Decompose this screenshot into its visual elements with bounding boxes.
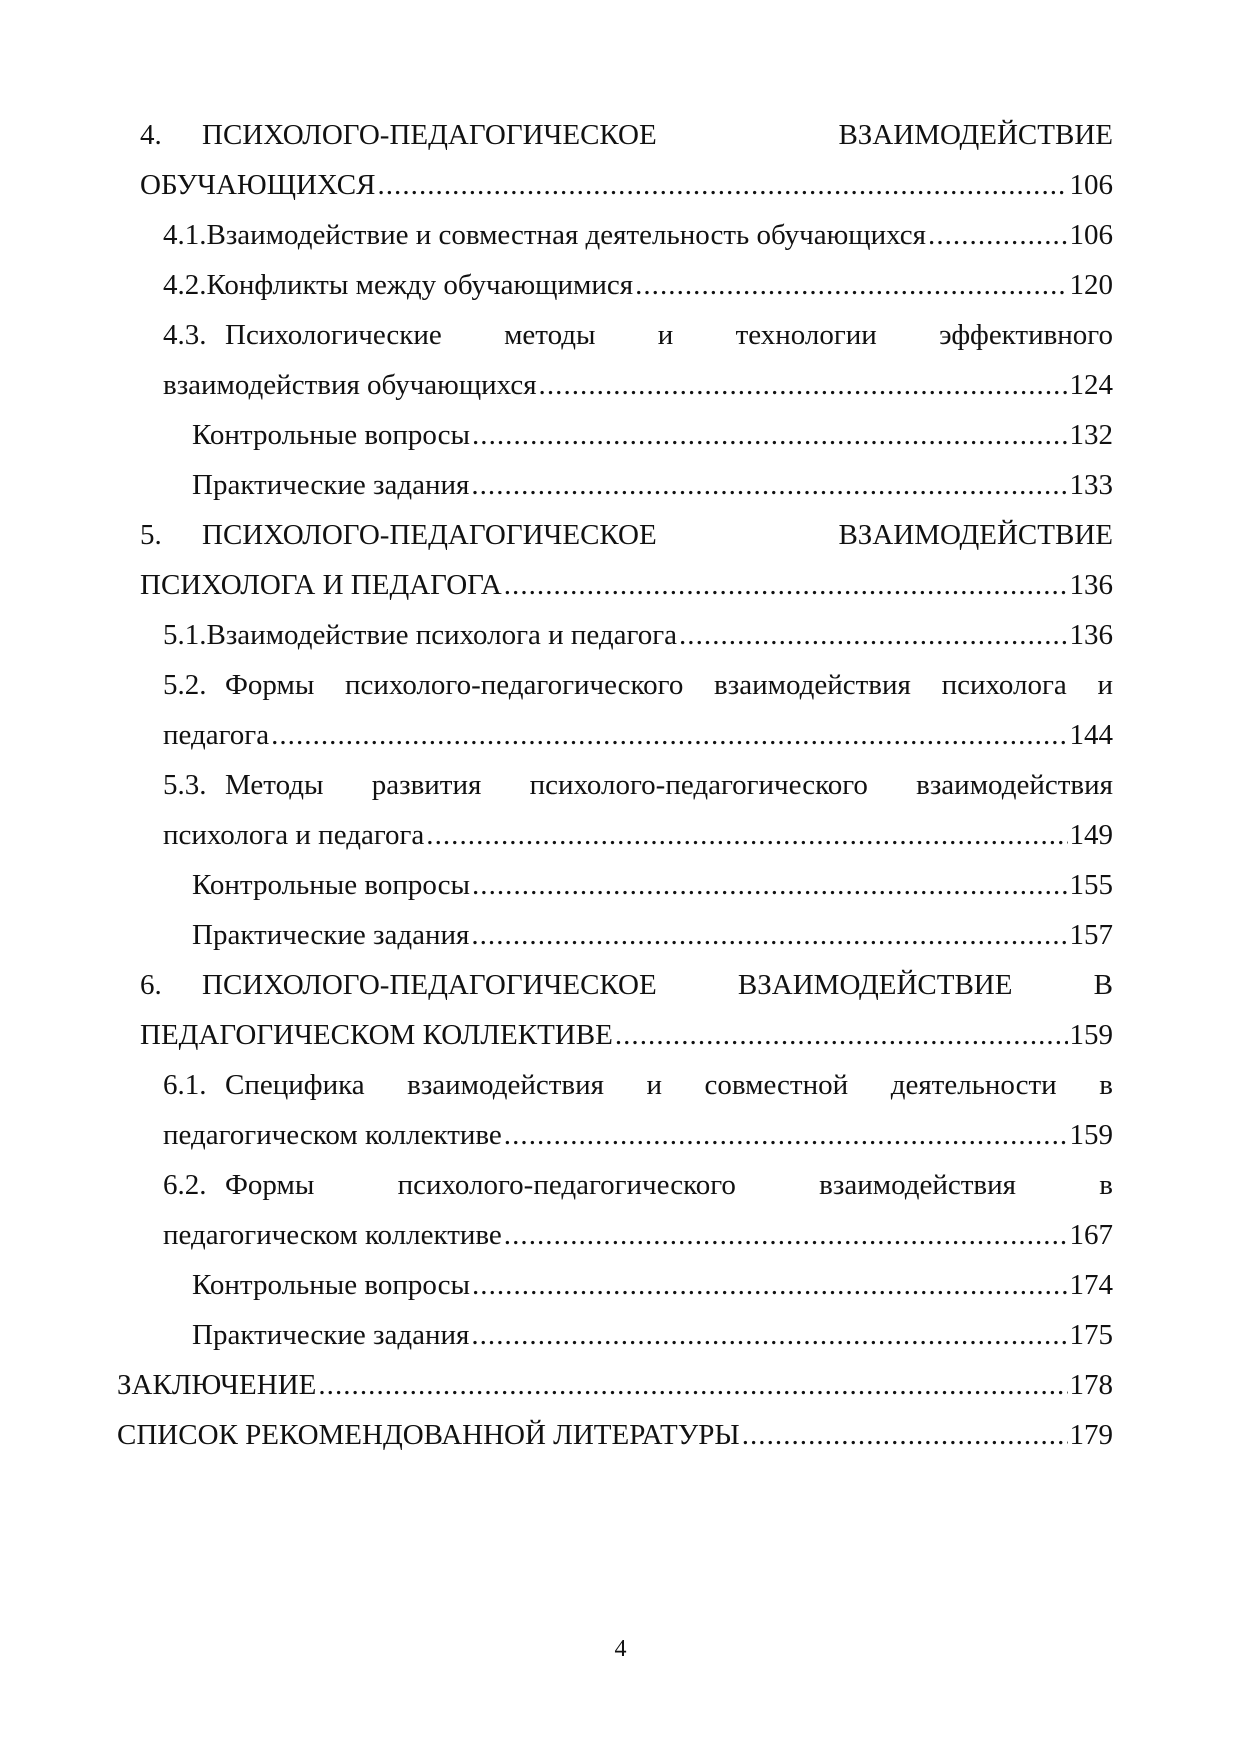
toc-chapter-6-line1: [140, 965, 1113, 1005]
dot-leader: [615, 1015, 1068, 1055]
section-4-1-title: Взаимодействие и совместная деятельность обучающихся: [206, 219, 927, 251]
chapter-6-heading-part3: В: [1093, 969, 1113, 1001]
chapter-6-heading-tail: ПЕДАГОГИЧЕСКОМ КОЛЛЕКТИВЕ: [140, 1019, 613, 1051]
section-5-3-word-2: развития: [371, 769, 482, 801]
section-4-2-title: Конфликты между обучающимися: [206, 269, 634, 301]
toc-section-6-1-line2[interactable]: [163, 1115, 1113, 1155]
section-4-3-word-3: и: [657, 319, 674, 351]
chapter-4-heading-part2: ВЗАИМОДЕЙСТВИЕ: [838, 119, 1113, 151]
toc-section-5-2-line1: [163, 665, 1113, 705]
toc-chapter-4-line2[interactable]: [140, 165, 1113, 205]
section-6-2-word-4: в: [1099, 1169, 1113, 1201]
toc-chapter-5-line1: [140, 515, 1113, 555]
chapter-6-heading-part1: 6. ПСИХОЛОГО-ПЕДАГОГИЧЕСКОЕ: [140, 965, 657, 1005]
questions-page: 132: [1069, 419, 1113, 451]
dot-leader: [271, 715, 1067, 755]
section-5-3-word-3: психолого-педагогического: [529, 769, 868, 801]
questions-title: Контрольные вопросы: [192, 869, 470, 901]
section-6-1-word-2: взаимодействия: [407, 1069, 604, 1101]
toc-section-4-1[interactable]: [163, 215, 1113, 255]
tasks-page: 133: [1069, 469, 1113, 501]
chapter-5-number: 5.: [140, 519, 162, 551]
section-5-2-word-5: и: [1097, 669, 1113, 701]
dot-leader: [472, 415, 1068, 455]
tasks-title: Практические задания: [192, 919, 470, 951]
toc-chapter-6-line2[interactable]: [140, 1015, 1113, 1055]
toc-chapter-4-questions[interactable]: [192, 415, 1113, 455]
dot-leader: [742, 1415, 1068, 1455]
dot-leader: [472, 865, 1068, 905]
toc-section-4-3-line2[interactable]: [163, 365, 1113, 405]
chapter-6-number: 6.: [140, 969, 162, 1001]
toc-section-4-2[interactable]: [163, 265, 1113, 305]
toc-section-5-1[interactable]: [163, 615, 1113, 655]
chapter-4-heading-part1: 4. ПСИХОЛОГО-ПЕДАГОГИЧЕСКОЕ: [140, 115, 657, 155]
toc-chapter-6-tasks[interactable]: [192, 1315, 1113, 1355]
section-4-1-number: 4.1.: [163, 219, 207, 251]
section-6-1-number: 6.1.: [163, 1069, 207, 1101]
dot-leader: [928, 215, 1067, 255]
section-6-2-number: 6.2.: [163, 1169, 207, 1201]
toc-section-5-2-line2[interactable]: [163, 715, 1113, 755]
section-5-2-number: 5.2.: [163, 669, 207, 701]
conclusion-title: ЗАКЛЮЧЕНИЕ: [117, 1369, 317, 1401]
toc-section-5-3-line2[interactable]: [163, 815, 1113, 855]
dot-leader: [471, 465, 1067, 505]
dot-leader: [679, 615, 1068, 655]
section-6-1-word-6: в: [1099, 1069, 1113, 1101]
toc-chapter-5-tasks[interactable]: [192, 915, 1113, 955]
section-4-2-number: 4.2.: [163, 269, 207, 301]
section-6-1-word-1: 6.1. Специфика: [163, 1065, 365, 1105]
section-6-2-word-1: 6.2. Формы: [163, 1165, 314, 1205]
dot-leader: [426, 815, 1067, 855]
section-6-1-title-tail: педагогическом коллективе: [163, 1119, 502, 1151]
section-5-1-title: Взаимодействие психолога и педагога: [206, 619, 677, 651]
section-5-2-page: 144: [1069, 719, 1113, 751]
questions-page: 155: [1069, 869, 1113, 901]
section-4-3-word-2: методы: [504, 319, 596, 351]
tasks-title: Практические задания: [192, 469, 470, 501]
page-number: 4: [614, 1636, 627, 1662]
dot-leader: [539, 365, 1068, 405]
section-6-2-word-3: взаимодействия: [819, 1169, 1016, 1201]
section-6-1-word-3: и: [646, 1069, 663, 1101]
section-5-1-number: 5.1.: [163, 619, 207, 651]
tasks-page: 157: [1069, 919, 1113, 951]
questions-title: Контрольные вопросы: [192, 419, 470, 451]
section-6-2-page: 167: [1069, 1219, 1113, 1251]
dot-leader: [472, 1265, 1068, 1305]
dot-leader: [471, 1315, 1067, 1355]
dot-leader: [377, 165, 1067, 205]
tasks-page: 175: [1069, 1319, 1113, 1351]
toc-section-6-2-line1: [163, 1165, 1113, 1205]
chapter-5-page: 136: [1069, 569, 1113, 601]
dot-leader: [635, 265, 1067, 305]
section-6-2-word-2: психолого-педагогического: [397, 1169, 736, 1201]
section-5-2-word-3: взаимодействия: [714, 669, 911, 701]
section-5-2-title-tail: педагога: [163, 719, 270, 751]
toc-chapter-4-line1: [140, 115, 1113, 155]
questions-title: Контрольные вопросы: [192, 1269, 470, 1301]
dot-leader: [504, 1215, 1068, 1255]
section-4-3-word-1: 4.3. Психологические: [163, 315, 442, 355]
chapter-5-heading-part1: 5. ПСИХОЛОГО-ПЕДАГОГИЧЕСКОЕ: [140, 515, 657, 555]
section-5-3-page: 149: [1069, 819, 1113, 851]
section-6-1-page: 159: [1069, 1119, 1113, 1151]
dot-leader: [318, 1365, 1067, 1405]
section-5-1-page: 136: [1069, 619, 1113, 651]
section-5-2-word-2: психолого-педагогического: [345, 669, 684, 701]
conclusion-page: 178: [1069, 1369, 1113, 1401]
toc-chapter-4-tasks[interactable]: [192, 465, 1113, 505]
references-title: СПИСОК РЕКОМЕНДОВАННОЙ ЛИТЕРАТУРЫ: [117, 1419, 740, 1451]
chapter-4-page: 106: [1069, 169, 1113, 201]
toc-references[interactable]: [117, 1415, 1113, 1455]
section-6-2-title-tail: педагогическом коллективе: [163, 1219, 502, 1251]
chapter-5-heading-part2: ВЗАИМОДЕЙСТВИЕ: [838, 519, 1113, 551]
section-5-2-word-4: психолога: [941, 669, 1067, 701]
section-4-1-page: 106: [1069, 219, 1113, 251]
section-4-3-page: 124: [1069, 369, 1113, 401]
chapter-5-heading-tail: ПСИХОЛОГА И ПЕДАГОГА: [140, 569, 502, 601]
section-5-3-word-1: 5.3. Методы: [163, 765, 323, 805]
chapter-4-number: 4.: [140, 119, 162, 151]
section-6-1-word-4: совместной: [704, 1069, 849, 1101]
section-5-3-word-4: взаимодействия: [916, 769, 1113, 801]
dot-leader: [471, 915, 1067, 955]
section-6-1-word-5: деятельности: [890, 1069, 1057, 1101]
references-page: 179: [1069, 1419, 1113, 1451]
section-5-2-word-1: 5.2. Формы: [163, 665, 314, 705]
toc-chapter-5-questions[interactable]: [192, 865, 1113, 905]
questions-page: 174: [1069, 1269, 1113, 1301]
toc-section-4-3-line1: [163, 315, 1113, 355]
section-4-2-page: 120: [1069, 269, 1113, 301]
chapter-6-page: 159: [1069, 1019, 1113, 1051]
toc-section-6-2-line2[interactable]: [163, 1215, 1113, 1255]
section-5-3-title-tail: психолога и педагога: [163, 819, 425, 851]
toc-chapter-5-line2[interactable]: [140, 565, 1113, 605]
section-4-3-number: 4.3.: [163, 319, 207, 351]
section-4-3-word-4: технологии: [735, 319, 877, 351]
toc-chapter-6-questions[interactable]: [192, 1265, 1113, 1305]
dot-leader: [504, 1115, 1068, 1155]
section-4-3-title-tail: взаимодействия обучающихся: [163, 369, 537, 401]
toc-section-5-3-line1: [163, 765, 1113, 805]
toc-section-6-1-line1: [163, 1065, 1113, 1105]
tasks-title: Практические задания: [192, 1319, 470, 1351]
toc-conclusion[interactable]: [117, 1365, 1113, 1405]
section-5-3-number: 5.3.: [163, 769, 207, 801]
chapter-6-heading-part2: ВЗАИМОДЕЙСТВИЕ: [737, 969, 1013, 1001]
dot-leader: [504, 565, 1068, 605]
section-4-3-word-5: эффективного: [939, 319, 1113, 351]
chapter-4-heading-tail: ОБУЧАЮЩИХСЯ: [140, 169, 376, 201]
